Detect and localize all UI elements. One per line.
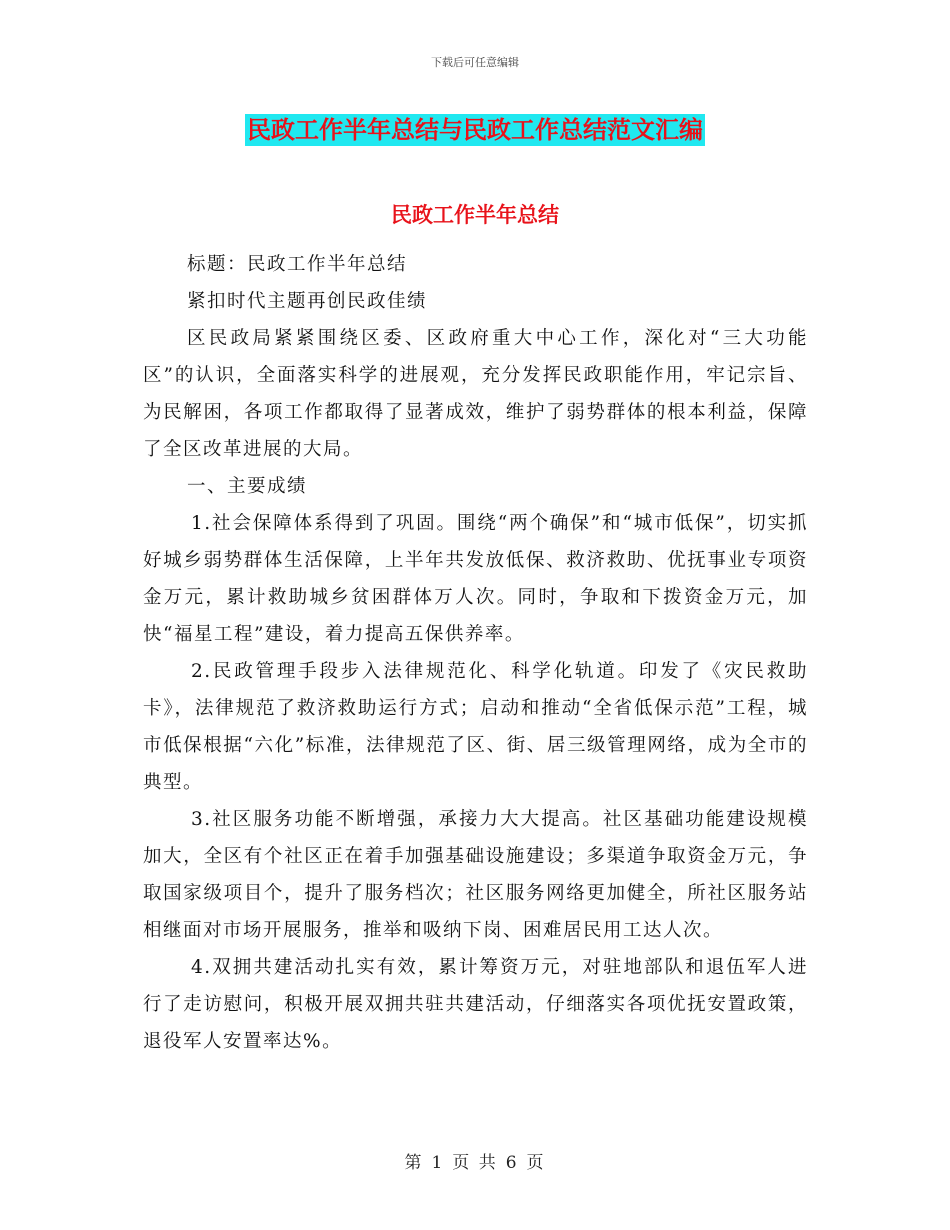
page-footer bbox=[0, 1148, 950, 1173]
footer-mid: 页 共 bbox=[452, 1153, 498, 1173]
footer-suffix: 页 bbox=[526, 1153, 546, 1173]
footer-page-number: 1 bbox=[431, 1153, 445, 1173]
body-text bbox=[143, 246, 808, 1060]
paragraph-slogan: 紧扣时代主题再创民政佳绩 bbox=[187, 291, 428, 312]
footer-total-pages: 6 bbox=[505, 1153, 519, 1173]
section-title: 民政工作半年总结 bbox=[391, 202, 559, 227]
main-title: 民政工作半年总结与民政工作总结范文汇编 bbox=[247, 115, 703, 144]
paragraph-item-2: 2.民政管理手段步入法律规范化、科学化轨道。印发了《灾民救助卡》，法律规范了救济救助运行方式；启动和推动“全省低保示范”工程，城市低保根据“六化”标准，法律规范了区、街、居三级管理网络，成为全市的典型。 bbox=[143, 661, 808, 793]
paragraph-item-4: 4.双拥共建活动扎实有效，累计筹资万元，对驻地部队和退伍军人进行了走访慰问，积极开展双拥共驻共建活动，仔细落实各项优抚安置政策，退役军人安置率达%。 bbox=[143, 957, 808, 1052]
paragraph-item-1: 1.社会保障体系得到了巩固。围绕“两个确保”和“城市低保”，切实抓好城乡弱势群体生活保障，上半年共发放低保、救济救助、优抚事业专项资金万元，累计救助城乡贫困群体万人次。同时，争取和下拨资金万元，加快“福星工程”建设，着力提高五保供养率。 bbox=[143, 513, 808, 645]
header-note: 下载后可任意编辑 bbox=[431, 56, 519, 69]
paragraph-intro: 区民政局紧紧围绕区委、区政府重大中心工作，深化对“三大功能区”的认识，全面落实科学的进展观，充分发挥民政职能作用，牢记宗旨、为民解困，各项工作都取得了显著成效，维护了弱势群体的根本利益，保障了全区改革进展的大局。 bbox=[143, 328, 808, 460]
paragraph-item-3: 3.社区服务功能不断增强，承接力大大提高。社区基础功能建设规模加大，全区有个社区正在着手加强基础设施建设；多渠道争取资金万元，争取国家级项目个，提升了服务档次；社区服务网络更加健全，所社区服务站相继面对市场开展服务，推举和吸纳下岗、困难居民用工达人次。 bbox=[143, 809, 808, 941]
main-title-container bbox=[0, 114, 950, 146]
paragraph-heading-label: 标题：民政工作半年总结 bbox=[187, 254, 408, 275]
paragraph-section-heading: 一、主要成绩 bbox=[187, 476, 308, 497]
footer-prefix: 第 bbox=[404, 1153, 424, 1173]
